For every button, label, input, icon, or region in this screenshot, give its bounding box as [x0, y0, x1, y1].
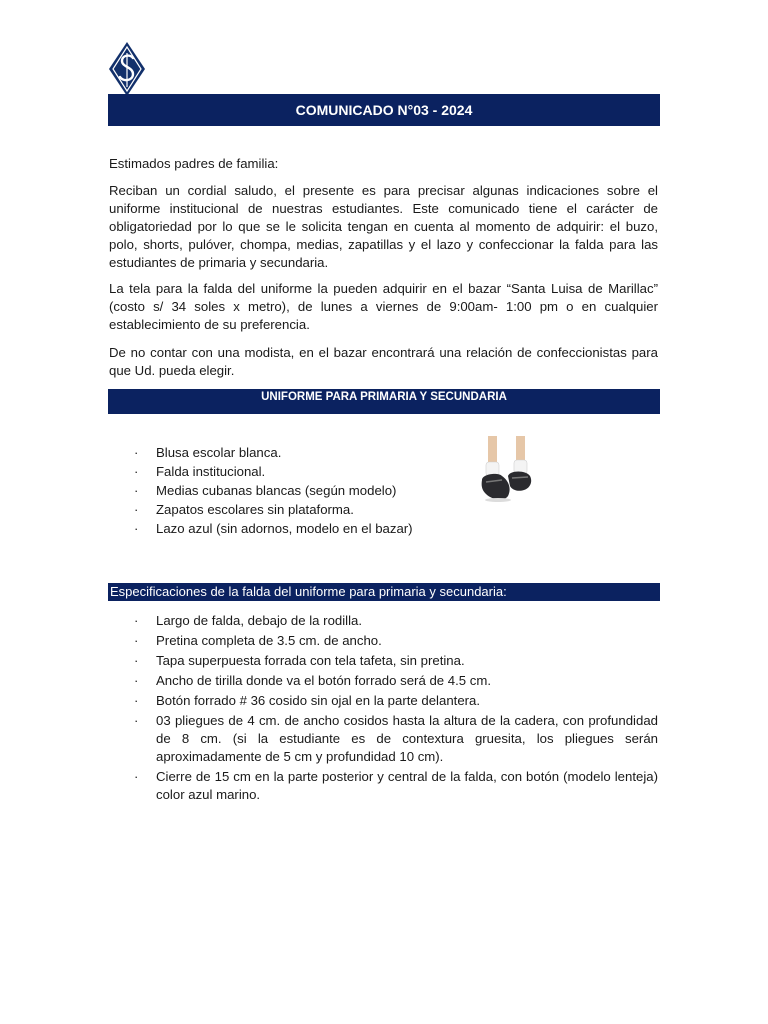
list-item [130, 712, 658, 766]
list-item [130, 612, 658, 630]
uniform-heading: UNIFORME PARA PRIMARIA Y SECUNDARIA [108, 389, 660, 414]
list-item [130, 463, 658, 481]
bullet: · [134, 483, 139, 498]
specs-heading: Especificaciones de la falda del uniforme para primaria y secundaria: [108, 583, 660, 601]
list-item-text: Tapa superpuesta forrada con tela tafeta, sin pretina. [156, 653, 465, 668]
list-item-text: Cierre de 15 cm en la parte posterior y central de la falda, con botón (modelo lenteja) color azul marino. [156, 769, 658, 802]
list-item-text: Zapatos escolares sin plataforma. [156, 502, 354, 517]
list-item [130, 768, 658, 804]
greeting: Estimados padres de familia: [109, 156, 279, 171]
list-item-text: 03 pliegues de 4 cm. de ancho cosidos hasta la altura de la cadera, con profundidad de 8 cm. (si la estudiante es de contextura gruesita, los pliegues serán aproximadamente de 5 cm y profundidad 10 cm). [156, 713, 658, 764]
list-item-text: Pretina completa de 3.5 cm. de ancho. [156, 633, 382, 648]
bullet: · [134, 521, 139, 536]
list-item [130, 444, 658, 462]
school-crest-icon [108, 41, 146, 97]
paragraph-intro: Reciban un cordial saludo, el presente es para precisar algunas indicaciones sobre el uniforme institucional de nuestras estudiantes. Este comunicado tiene el carácter de obligatoriedad por lo que se le solicita tengan en cuenta al momento de adquirir: el buzo, polo, shorts, pulóver, chompa, medias, zapatillas y el lazo y confeccionar la falda para las estudiantes de primaria y secundaria. [109, 183, 658, 270]
list-item [130, 482, 658, 500]
list-item [130, 672, 658, 690]
list-item-text: Largo de falda, debajo de la rodilla. [156, 613, 363, 628]
list-item-text: Ancho de tirilla donde va el botón forrado será de 4.5 cm. [156, 673, 492, 688]
list-item [130, 501, 658, 519]
bullet: · [134, 464, 139, 479]
bullet: · [134, 769, 139, 784]
bullet: · [134, 713, 139, 728]
page-title: COMUNICADO N°03 - 2024 [108, 94, 660, 126]
paragraph-tailor: De no contar con una modista, en el bazar encontrará una relación de confeccionistas para que Ud. pueda elegir. [109, 345, 658, 378]
list-item-text: Botón forrado # 36 cosido sin ojal en la parte delantera. [156, 693, 481, 708]
list-item-text: Medias cubanas blancas (según modelo) [156, 483, 397, 498]
list-item [130, 652, 658, 670]
bullet: · [134, 653, 139, 668]
bullet: · [134, 673, 139, 688]
school-shoes-photo [478, 436, 534, 508]
bullet: · [134, 693, 139, 708]
list-item [130, 692, 658, 710]
uniform-list [130, 444, 658, 539]
bullet: · [134, 633, 139, 648]
list-item [130, 520, 658, 538]
list-item [130, 632, 658, 650]
list-item-text: Lazo azul (sin adornos, modelo en el bazar) [156, 521, 413, 536]
paragraph-fabric: La tela para la falda del uniforme la pueden adquirir en el bazar “Santa Luisa de Marillac” (costo s/ 34 soles x metro), de lunes a viernes de 9:00am- 1:00 pm o en cualquier establecimiento de su preferencia. [109, 281, 658, 332]
bullet: · [134, 613, 139, 628]
bullet: · [134, 445, 139, 460]
list-item-text: Blusa escolar blanca. [156, 445, 282, 460]
specs-list [130, 612, 658, 806]
bullet: · [134, 502, 139, 517]
list-item-text: Falda institucional. [156, 464, 266, 479]
